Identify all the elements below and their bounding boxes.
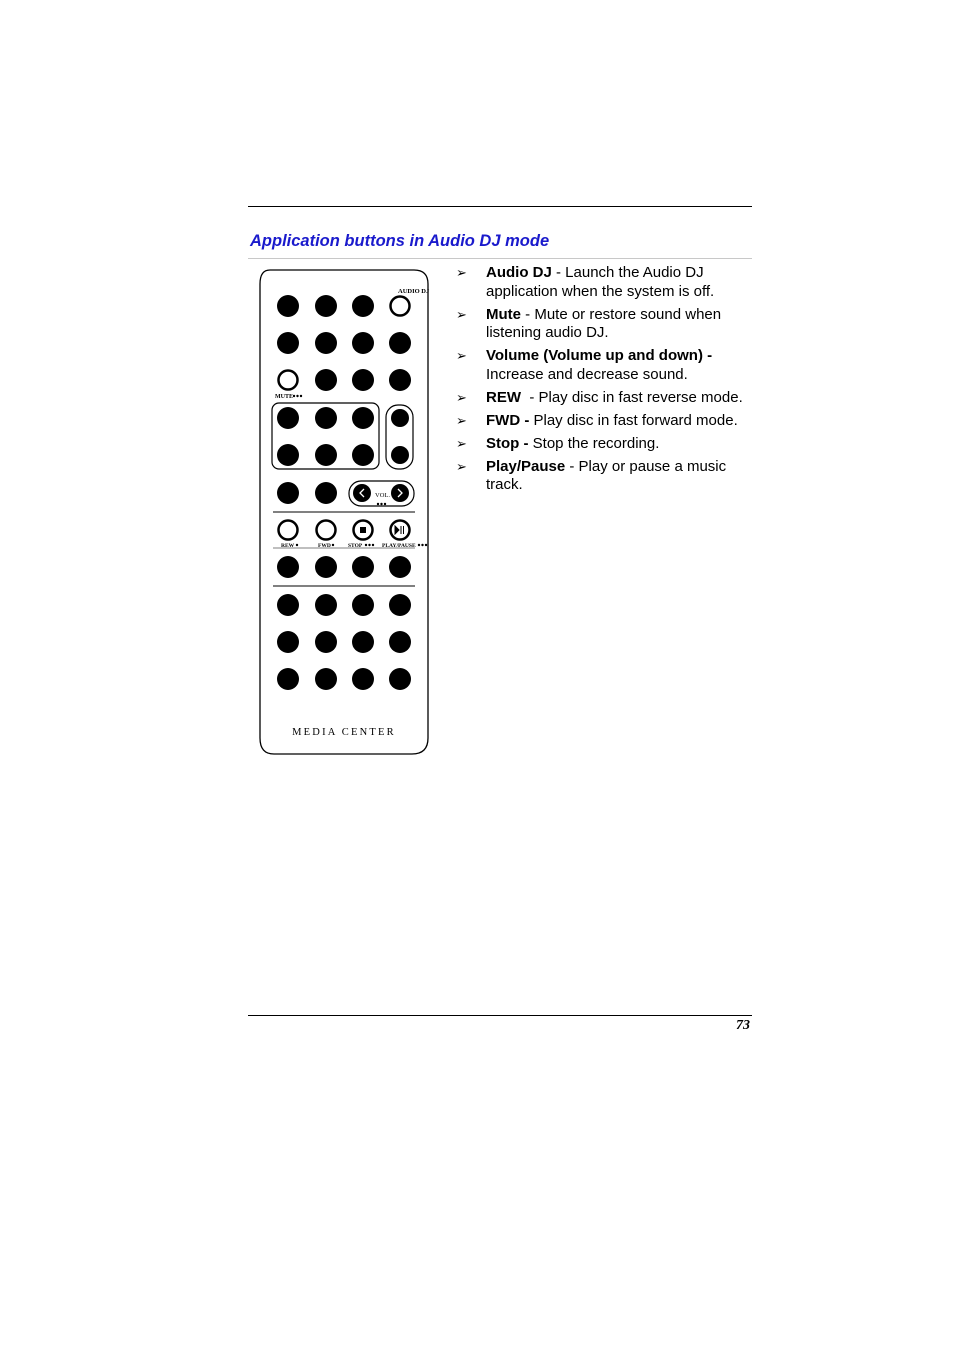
play-pause-label: PLAY/PAUSE — [382, 543, 416, 549]
remote-button — [389, 332, 411, 354]
footer-rule — [248, 1015, 752, 1016]
item-desc: - Launch the Audio DJ application when the system is off. — [486, 264, 715, 300]
section-title: Application buttons in Audio DJ mode — [250, 232, 550, 250]
item-term: Mute — [486, 305, 521, 323]
remote-control-diagram — [256, 268, 432, 758]
rew-label: REW — [281, 543, 295, 549]
audio-dj-button — [391, 297, 410, 316]
list-item — [456, 412, 756, 431]
remote-button — [277, 482, 299, 504]
volume-down-button — [353, 484, 371, 502]
remote-button — [315, 668, 337, 690]
remote-button — [352, 556, 374, 578]
item-desc: Play disc in fast forward mode. — [529, 411, 738, 429]
mute-button — [279, 371, 298, 390]
remote-button — [389, 556, 411, 578]
title-underline — [248, 258, 752, 259]
item-term: Audio DJ — [486, 264, 552, 281]
arrow-bullet-icon: ➢ — [456, 412, 467, 428]
remote-button — [277, 295, 299, 317]
remote-button — [315, 369, 337, 391]
volume-up-button — [391, 484, 409, 502]
arrow-bullet-icon: ➢ — [456, 348, 467, 363]
item-term: FWD - — [486, 411, 530, 429]
item-desc: - Play disc in fast reverse mode. — [521, 388, 743, 406]
rew-button — [279, 521, 298, 540]
item-desc: Stop the recording. — [528, 434, 660, 452]
button-description-list — [456, 264, 756, 499]
item-desc: Increase and decrease sound. — [486, 365, 688, 383]
remote-button — [352, 594, 374, 616]
remote-button — [352, 444, 374, 466]
item-desc: - Mute or restore sound when listening audio DJ. — [486, 305, 722, 341]
remote-button — [315, 556, 337, 578]
remote-button — [315, 332, 337, 354]
remote-button — [315, 482, 337, 504]
remote-button — [389, 594, 411, 616]
list-item — [456, 435, 756, 454]
audio-dj-label: AUDIO DJ — [398, 288, 430, 295]
arrow-bullet-icon: ➢ — [456, 265, 467, 280]
item-term: REW — [486, 388, 521, 406]
list-item — [456, 347, 756, 384]
remote-button — [277, 594, 299, 616]
remote-button — [391, 446, 409, 464]
remote-button — [352, 668, 374, 690]
arrow-bullet-icon: ➢ — [456, 389, 467, 405]
arrow-bullet-icon: ➢ — [456, 435, 467, 451]
list-item — [456, 306, 756, 343]
remote-button — [277, 556, 299, 578]
remote-button — [277, 631, 299, 653]
remote-button — [352, 631, 374, 653]
arrow-bullet-icon: ➢ — [456, 306, 467, 322]
remote-button — [315, 295, 337, 317]
mute-label: MUTE — [275, 394, 293, 400]
remote-button — [389, 668, 411, 690]
stop-icon — [360, 527, 366, 533]
list-item — [456, 264, 756, 301]
fwd-button — [317, 521, 336, 540]
item-desc: - Play or pause a music track. — [486, 457, 727, 493]
remote-brand-label: MEDIA CENTER — [292, 727, 396, 738]
stop-label: STOP — [348, 543, 363, 549]
remote-button — [277, 407, 299, 429]
remote-button — [315, 407, 337, 429]
remote-button — [277, 668, 299, 690]
fwd-label: FWD — [318, 543, 331, 549]
remote-button — [389, 631, 411, 653]
item-term: Volume (Volume up and down) - — [486, 347, 713, 364]
header-rule — [248, 206, 752, 207]
remote-button — [315, 631, 337, 653]
item-term: Stop - — [486, 434, 529, 452]
remote-button — [352, 407, 374, 429]
list-item — [456, 458, 756, 495]
page-number: 73 — [736, 1018, 750, 1033]
list-item — [456, 389, 756, 408]
remote-button — [277, 444, 299, 466]
remote-button — [315, 594, 337, 616]
remote-button — [389, 369, 411, 391]
remote-button — [352, 295, 374, 317]
play-pause-button — [391, 521, 410, 540]
remote-button — [352, 369, 374, 391]
remote-button — [277, 332, 299, 354]
arrow-bullet-icon: ➢ — [456, 458, 467, 474]
remote-button — [315, 444, 337, 466]
remote-button — [391, 409, 409, 427]
volume-label: VOL. — [375, 492, 390, 499]
remote-button — [352, 332, 374, 354]
item-term: Play/Pause — [486, 457, 566, 475]
